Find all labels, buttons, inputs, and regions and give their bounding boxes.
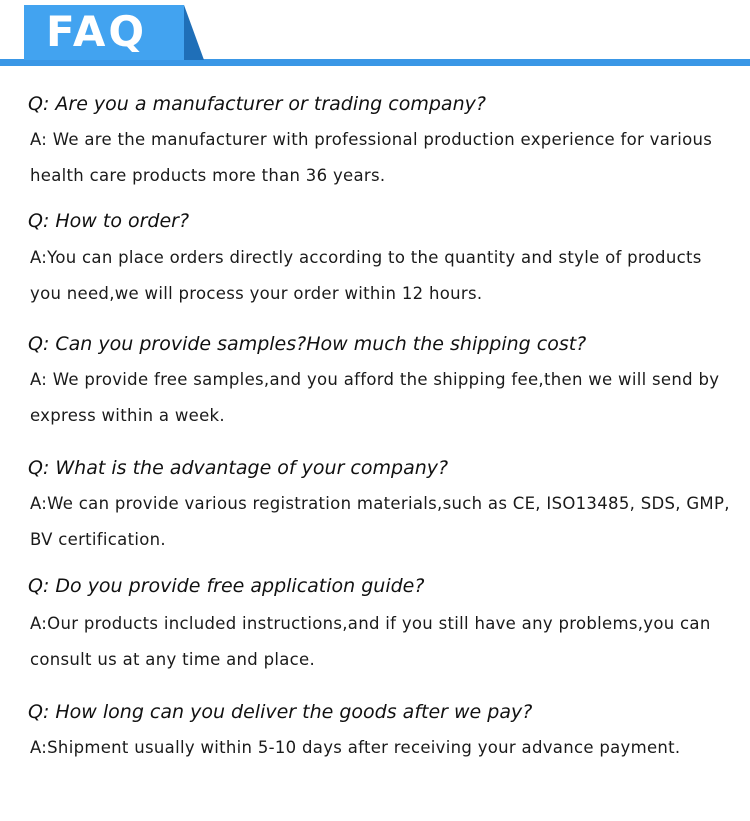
faq-question: Q: Can you provide samples?How much the shipping cost? — [28, 333, 587, 355]
page-title: FAQ — [46, 7, 148, 56]
faq-question: Q: How long can you deliver the goods after we pay? — [28, 701, 533, 723]
faq-answer: A: We provide free samples,and you afford the shipping fee,then we will send by express within a week. — [30, 370, 720, 425]
faq-answer: A:We can provide various registration materials,such as CE, ISO13485, SDS, GMP, BV certification. — [30, 494, 730, 549]
faq-answer: A: We are the manufacturer with professional production experience for various health care products more than 36 years. — [30, 130, 713, 185]
faq-question: Q: How to order? — [28, 210, 190, 232]
faq-answer: A:You can place orders directly according to the quantity and style of products you need,we will process your order within 12 hours. — [30, 248, 702, 303]
faq-question: Q: What is the advantage of your company? — [28, 457, 449, 479]
header-divider-line — [0, 59, 750, 66]
faq-header — [0, 0, 750, 70]
faq-question: Q: Do you provide free application guide? — [28, 575, 425, 597]
faq-question: Q: Are you a manufacturer or trading company? — [28, 93, 486, 115]
faq-answer: A:Our products included instructions,and if you still have any problems,you can consult us at any time and place. — [30, 614, 711, 669]
faq-answer: A:Shipment usually within 5-10 days after receiving your advance payment. — [30, 738, 681, 757]
